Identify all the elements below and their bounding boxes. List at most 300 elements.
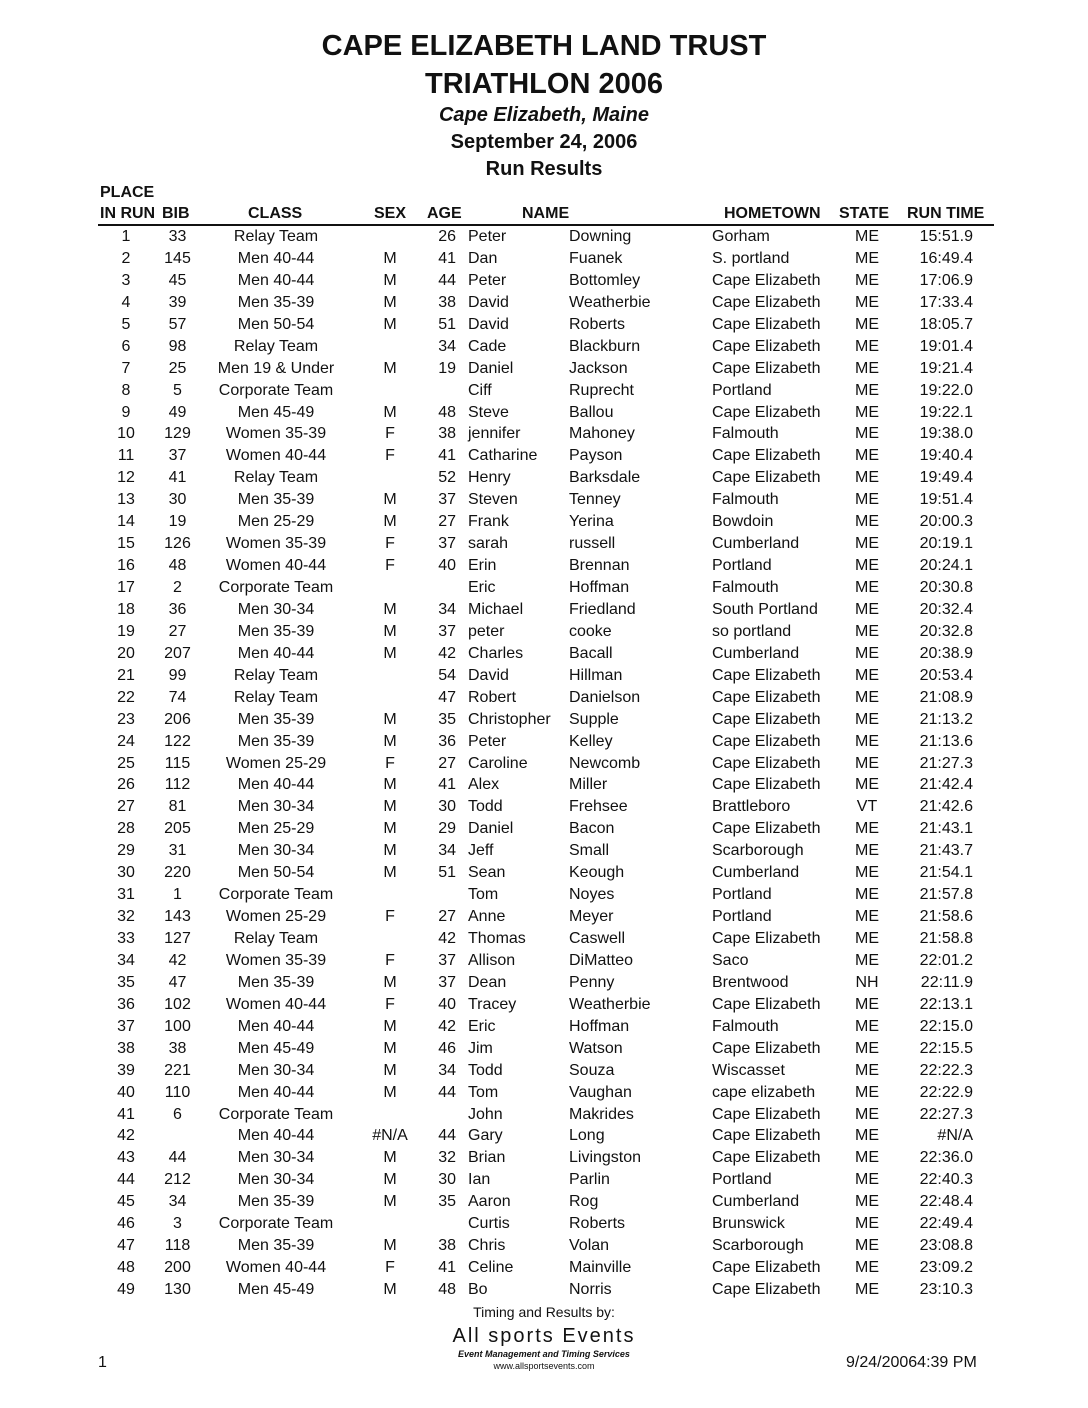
hometown-cell: Cape Elizabeth <box>712 315 821 333</box>
company-logo-text: All sports Events <box>452 1325 636 1347</box>
place-cell: 48 <box>117 1259 135 1277</box>
class-cell: Women 35-39 <box>225 535 327 553</box>
last-name-cell: Ruprecht <box>569 381 634 399</box>
table-row <box>0 796 1088 818</box>
sex-cell: M <box>383 1171 397 1189</box>
sex-cell: M <box>383 732 397 750</box>
column-header-place: IN RUN <box>100 205 156 222</box>
sex-cell: #N/A <box>372 1127 408 1145</box>
bib-cell: 99 <box>168 666 187 684</box>
age-cell: 27 <box>438 513 456 531</box>
hometown-cell: Gorham <box>712 228 770 245</box>
run-time-cell: 20:53.4 <box>919 666 973 684</box>
hometown-cell: so portland <box>712 622 792 640</box>
last-name-cell: Bottomley <box>569 271 641 289</box>
class-cell: Women 25-29 <box>225 908 327 926</box>
class-cell: Men 50-54 <box>237 315 315 333</box>
table-row <box>0 599 1088 621</box>
run-time-cell: 22:13.1 <box>919 995 973 1013</box>
hometown-cell: Cape Elizabeth <box>712 359 821 377</box>
first-name-cell: Jim <box>468 1039 493 1057</box>
hometown-cell: Brentwood <box>712 973 789 991</box>
first-name-cell: Caroline <box>468 754 528 772</box>
bib-cell: 57 <box>168 315 187 333</box>
run-time-cell: 22:01.2 <box>919 951 973 969</box>
bib-cell: 130 <box>164 1281 191 1298</box>
first-name-cell: Tom <box>468 1083 499 1101</box>
run-time-cell: 18:05.7 <box>919 315 973 333</box>
table-row <box>0 511 1088 533</box>
document-subtitle-event: TRIATHLON 2006 <box>425 68 663 100</box>
age-cell: 42 <box>438 644 456 662</box>
place-cell: 8 <box>121 381 131 399</box>
column-header-name: NAME <box>522 205 570 222</box>
place-cell: 47 <box>117 1237 135 1255</box>
bib-cell: 30 <box>168 491 187 509</box>
hometown-cell: Wiscasset <box>712 1061 785 1079</box>
bib-cell: 100 <box>164 1017 191 1035</box>
class-cell: Men 50-54 <box>237 864 315 882</box>
hometown-cell: cape elizabeth <box>712 1083 816 1101</box>
class-cell: Men 40-44 <box>237 776 315 794</box>
sex-cell: M <box>383 776 397 794</box>
place-cell: 6 <box>121 337 131 355</box>
last-name-cell: Weatherbie <box>569 995 651 1013</box>
age-cell: 37 <box>438 491 456 509</box>
state-cell: ME <box>855 1237 879 1255</box>
last-name-cell: Caswell <box>569 930 626 947</box>
hometown-cell: Falmouth <box>712 491 779 509</box>
run-time-cell: 21:42.6 <box>919 798 973 816</box>
place-cell: 23 <box>117 710 135 728</box>
age-cell: 19 <box>438 359 456 377</box>
age-cell: 44 <box>438 1127 456 1145</box>
run-time-cell: 21:27.3 <box>919 754 973 772</box>
bib-cell: 41 <box>168 469 187 487</box>
state-cell: ME <box>855 732 879 750</box>
run-time-cell: 19:40.4 <box>919 447 973 465</box>
state-cell: ME <box>855 776 879 794</box>
column-header-age: AGE <box>427 205 462 222</box>
column-header-run-time: RUN TIME <box>907 205 985 222</box>
hometown-cell: S. portland <box>712 249 790 267</box>
run-time-cell: #N/A <box>937 1127 973 1145</box>
first-name-cell: Celine <box>468 1259 514 1277</box>
last-name-cell: Danielson <box>569 688 641 706</box>
table-row <box>0 1191 1088 1213</box>
age-cell: 30 <box>438 1171 456 1189</box>
run-time-cell: 21:43.1 <box>919 820 973 838</box>
last-name-cell: Payson <box>569 447 623 465</box>
bib-cell: 33 <box>168 228 187 245</box>
hometown-cell: Cape Elizabeth <box>712 337 821 355</box>
class-cell: Relay Team <box>233 228 319 245</box>
first-name-cell: jennifer <box>468 425 521 443</box>
class-cell: Men 35-39 <box>237 710 315 728</box>
place-cell: 31 <box>117 886 135 904</box>
age-cell: 36 <box>438 732 456 750</box>
run-time-cell: 17:06.9 <box>919 271 973 289</box>
place-cell: 37 <box>117 1017 135 1035</box>
hometown-cell: Portland <box>712 1171 772 1189</box>
table-row <box>0 292 1088 314</box>
age-cell: 37 <box>438 973 456 991</box>
sex-cell: M <box>383 1017 397 1035</box>
last-name-cell: Hoffman <box>569 579 630 596</box>
sex-cell: F <box>385 995 395 1013</box>
table-row <box>0 226 1088 248</box>
place-cell: 5 <box>121 315 131 333</box>
hometown-cell: Cape Elizabeth <box>712 820 821 838</box>
age-cell: 37 <box>438 951 456 969</box>
bib-cell: 212 <box>164 1171 191 1189</box>
bib-cell: 81 <box>168 798 187 816</box>
run-time-cell: 22:15.0 <box>919 1017 973 1035</box>
sex-cell: M <box>383 710 397 728</box>
first-name-cell: Dean <box>468 973 507 991</box>
hometown-cell: Cape Elizabeth <box>712 1281 821 1298</box>
bib-cell: 2 <box>173 579 182 596</box>
class-cell: Men 45-49 <box>237 403 315 421</box>
last-name-cell: Bacon <box>569 820 615 838</box>
age-cell: 34 <box>438 600 456 618</box>
first-name-cell: Dan <box>468 249 498 267</box>
place-cell: 7 <box>121 359 131 377</box>
first-name-cell: Robert <box>468 688 517 706</box>
hometown-cell: Cape Elizabeth <box>712 776 821 794</box>
age-cell: 30 <box>438 798 456 816</box>
place-cell: 43 <box>117 1149 135 1167</box>
hometown-cell: Portland <box>712 908 772 926</box>
bib-cell: 39 <box>168 293 187 311</box>
state-cell: ME <box>855 864 879 882</box>
table-row <box>0 358 1088 380</box>
class-cell: Corporate Team <box>218 1215 334 1233</box>
run-time-cell: 21:08.9 <box>919 688 973 706</box>
class-cell: Women 35-39 <box>225 951 327 969</box>
first-name-cell: Bo <box>468 1281 488 1298</box>
state-cell: ME <box>855 908 879 926</box>
bib-cell: 31 <box>168 842 187 860</box>
age-cell: 40 <box>438 557 456 575</box>
state-cell: ME <box>855 886 879 904</box>
class-cell: Women 40-44 <box>225 1259 327 1277</box>
last-name-cell: Brennan <box>569 557 630 575</box>
age-cell: 44 <box>438 271 456 289</box>
age-cell: 51 <box>438 864 456 882</box>
state-cell: ME <box>855 600 879 618</box>
sex-cell: F <box>385 535 395 553</box>
place-cell: 4 <box>121 293 131 311</box>
last-name-cell: Makrides <box>569 1105 634 1123</box>
state-cell: ME <box>855 293 879 311</box>
sex-cell: M <box>383 622 397 640</box>
first-name-cell: Catharine <box>468 447 538 465</box>
bib-cell: 115 <box>164 754 191 772</box>
event-location: Cape Elizabeth, Maine <box>438 104 650 126</box>
table-row <box>0 336 1088 358</box>
print-timestamp: 9/24/20064:39 PM <box>846 1354 977 1371</box>
last-name-cell: Jackson <box>569 359 628 377</box>
hometown-cell: Falmouth <box>712 425 779 443</box>
last-name-cell: Hoffman <box>569 1017 630 1035</box>
age-cell: 27 <box>438 754 456 772</box>
place-cell: 13 <box>117 491 135 509</box>
state-cell: ME <box>855 579 879 596</box>
age-cell: 35 <box>438 710 456 728</box>
table-row <box>0 1213 1088 1235</box>
timing-credit: Timing and Results by: <box>473 1304 615 1320</box>
last-name-cell: Fuanek <box>569 249 623 267</box>
table-row <box>0 731 1088 753</box>
last-name-cell: Mainville <box>569 1259 632 1277</box>
last-name-cell: Bacall <box>569 644 613 662</box>
hometown-cell: Cape Elizabeth <box>712 293 821 311</box>
hometown-cell: Cape Elizabeth <box>712 403 821 421</box>
sex-cell: M <box>383 315 397 333</box>
hometown-cell: Brunswick <box>712 1215 785 1233</box>
state-cell: ME <box>855 1149 879 1167</box>
hometown-cell: Cape Elizabeth <box>712 1039 821 1057</box>
age-cell: 51 <box>438 315 456 333</box>
table-row <box>0 1147 1088 1169</box>
run-time-cell: 22:49.4 <box>919 1215 973 1233</box>
hometown-cell: Portland <box>712 557 772 575</box>
column-header-bib: BIB <box>162 205 190 222</box>
bib-cell: 145 <box>164 249 191 267</box>
state-cell: ME <box>855 951 879 969</box>
age-cell: 46 <box>438 1039 456 1057</box>
hometown-cell: Cumberland <box>712 1193 800 1211</box>
sex-cell: M <box>383 403 397 421</box>
place-cell: 18 <box>117 600 135 618</box>
hometown-cell: Scarborough <box>712 1237 804 1255</box>
place-cell: 49 <box>117 1281 135 1298</box>
table-row <box>0 1038 1088 1060</box>
run-time-cell: 22:22.9 <box>919 1083 973 1101</box>
sex-cell: F <box>385 951 395 969</box>
bib-cell: 44 <box>168 1149 187 1167</box>
bib-cell: 1 <box>173 886 182 904</box>
first-name-cell: Charles <box>468 644 524 662</box>
last-name-cell: Mahoney <box>569 425 635 443</box>
first-name-cell: David <box>468 315 509 333</box>
age-cell: 48 <box>438 1281 456 1298</box>
class-cell: Corporate Team <box>218 1105 334 1123</box>
last-name-cell: Rog <box>569 1193 599 1211</box>
age-cell: 37 <box>438 535 456 553</box>
bib-cell: 37 <box>168 447 187 465</box>
state-cell: ME <box>855 403 879 421</box>
bib-cell: 38 <box>168 1039 187 1057</box>
state-cell: ME <box>855 447 879 465</box>
place-cell: 40 <box>117 1083 135 1101</box>
table-row <box>0 314 1088 336</box>
run-time-cell: 22:15.5 <box>919 1039 973 1057</box>
hometown-cell: Cape Elizabeth <box>712 666 821 684</box>
page-number: 1 <box>98 1354 107 1371</box>
place-cell: 44 <box>117 1171 135 1189</box>
age-cell: 41 <box>438 249 456 267</box>
class-cell: Corporate Team <box>218 381 334 399</box>
table-row <box>0 1082 1088 1104</box>
sex-cell: M <box>383 1193 397 1211</box>
sex-cell: M <box>383 491 397 509</box>
sex-cell: M <box>383 1149 397 1167</box>
first-name-cell: Daniel <box>468 820 514 838</box>
run-time-cell: 21:43.7 <box>919 842 973 860</box>
table-row <box>0 884 1088 906</box>
sex-cell: M <box>383 1061 397 1079</box>
place-cell: 34 <box>117 951 135 969</box>
age-cell: 44 <box>438 1083 456 1101</box>
place-cell: 27 <box>117 798 135 816</box>
class-cell: Men 35-39 <box>237 1193 315 1211</box>
place-cell: 3 <box>121 271 131 289</box>
state-cell: ME <box>855 337 879 355</box>
last-name-cell: cooke <box>569 622 612 640</box>
place-cell: 35 <box>117 973 135 991</box>
bib-cell: 74 <box>168 688 187 706</box>
run-time-cell: 20:00.3 <box>919 513 973 531</box>
place-cell: 24 <box>117 732 135 750</box>
run-time-cell: 22:27.3 <box>919 1105 973 1123</box>
class-cell: Men 30-34 <box>237 842 315 860</box>
class-cell: Corporate Team <box>218 886 334 904</box>
table-row <box>0 687 1088 709</box>
first-name-cell: Steve <box>468 403 509 421</box>
table-row <box>0 1169 1088 1191</box>
state-cell: VT <box>856 798 878 816</box>
bib-cell: 221 <box>164 1061 191 1079</box>
class-cell: Men 40-44 <box>237 1083 315 1101</box>
first-name-cell: David <box>468 293 509 311</box>
bib-cell: 127 <box>164 930 191 947</box>
state-cell: ME <box>855 1061 879 1079</box>
last-name-cell: russell <box>569 535 616 553</box>
state-cell: ME <box>855 842 879 860</box>
bib-cell: 129 <box>164 425 191 443</box>
place-cell: 10 <box>117 425 135 443</box>
class-cell: Men 30-34 <box>237 600 315 618</box>
state-cell: ME <box>855 315 879 333</box>
last-name-cell: Weatherbie <box>569 293 651 311</box>
hometown-cell: Cumberland <box>712 535 800 553</box>
state-cell: ME <box>855 228 879 245</box>
sex-cell: M <box>383 249 397 267</box>
run-time-cell: 16:49.4 <box>919 249 973 267</box>
run-time-cell: 15:51.9 <box>919 228 973 245</box>
place-cell: 36 <box>117 995 135 1013</box>
first-name-cell: Daniel <box>468 359 514 377</box>
class-cell: Men 30-34 <box>237 1061 315 1079</box>
bib-cell: 42 <box>168 951 187 969</box>
run-time-cell: 19:21.4 <box>919 359 973 377</box>
place-cell: 29 <box>117 842 135 860</box>
run-time-cell: 19:49.4 <box>919 469 973 487</box>
table-row <box>0 445 1088 467</box>
table-row <box>0 1060 1088 1082</box>
first-name-cell: peter <box>468 622 505 640</box>
bib-cell: 122 <box>164 732 191 750</box>
hometown-cell: Saco <box>712 951 749 969</box>
state-cell: ME <box>855 491 879 509</box>
last-name-cell: Penny <box>569 973 615 991</box>
bib-cell: 47 <box>168 973 187 991</box>
sex-cell: M <box>383 271 397 289</box>
first-name-cell: Steven <box>468 491 518 509</box>
table-row <box>0 972 1088 994</box>
state-cell: ME <box>855 754 879 772</box>
table-row <box>0 862 1088 884</box>
place-cell: 11 <box>117 447 135 465</box>
hometown-cell: Falmouth <box>712 579 779 596</box>
run-time-cell: 21:58.8 <box>919 930 973 947</box>
run-time-cell: 19:22.1 <box>919 403 973 421</box>
state-cell: ME <box>855 1215 879 1233</box>
place-cell: 25 <box>117 754 135 772</box>
company-tagline: Event Management and Timing Services <box>458 1349 630 1359</box>
hometown-cell: Cape Elizabeth <box>712 271 821 289</box>
run-time-cell: 22:36.0 <box>919 1149 973 1167</box>
age-cell: 42 <box>438 930 456 947</box>
column-header-place-top: PLACE <box>100 184 155 201</box>
state-cell: ME <box>855 535 879 553</box>
bib-cell: 143 <box>164 908 191 926</box>
class-cell: Men 30-34 <box>237 1171 315 1189</box>
bib-cell: 45 <box>168 271 187 289</box>
run-time-cell: 21:57.8 <box>919 886 973 904</box>
table-row <box>0 423 1088 445</box>
sex-cell: F <box>385 557 395 575</box>
class-cell: Men 45-49 <box>237 1281 315 1298</box>
last-name-cell: Roberts <box>569 1215 626 1233</box>
table-row <box>0 555 1088 577</box>
last-name-cell: Livingston <box>569 1149 642 1167</box>
place-cell: 1 <box>121 228 131 245</box>
run-time-cell: 19:38.0 <box>919 425 973 443</box>
class-cell: Women 40-44 <box>225 557 327 575</box>
last-name-cell: Parlin <box>569 1171 610 1189</box>
place-cell: 14 <box>117 513 135 531</box>
hometown-cell: Cape Elizabeth <box>712 1105 821 1123</box>
place-cell: 30 <box>117 864 135 882</box>
bib-cell: 5 <box>173 381 182 399</box>
run-time-cell: 20:32.4 <box>919 600 973 618</box>
place-cell: 17 <box>117 579 135 596</box>
first-name-cell: Gary <box>468 1127 503 1145</box>
class-cell: Relay Team <box>233 666 319 684</box>
place-cell: 22 <box>117 688 135 706</box>
sex-cell: M <box>383 798 397 816</box>
table-row <box>0 621 1088 643</box>
state-cell: ME <box>855 1281 879 1298</box>
bib-cell: 98 <box>168 337 187 355</box>
table-row <box>0 774 1088 796</box>
sex-cell: F <box>385 754 395 772</box>
sex-cell: M <box>383 1281 397 1298</box>
class-cell: Men 40-44 <box>237 271 315 289</box>
place-cell: 42 <box>117 1127 135 1145</box>
last-name-cell: Barksdale <box>569 469 641 487</box>
age-cell: 41 <box>438 776 456 794</box>
run-time-cell: 23:09.2 <box>919 1259 973 1277</box>
last-name-cell: Roberts <box>569 315 626 333</box>
place-cell: 39 <box>117 1061 135 1079</box>
sex-cell: M <box>383 644 397 662</box>
class-cell: Relay Team <box>233 337 319 355</box>
place-cell: 12 <box>117 469 135 487</box>
